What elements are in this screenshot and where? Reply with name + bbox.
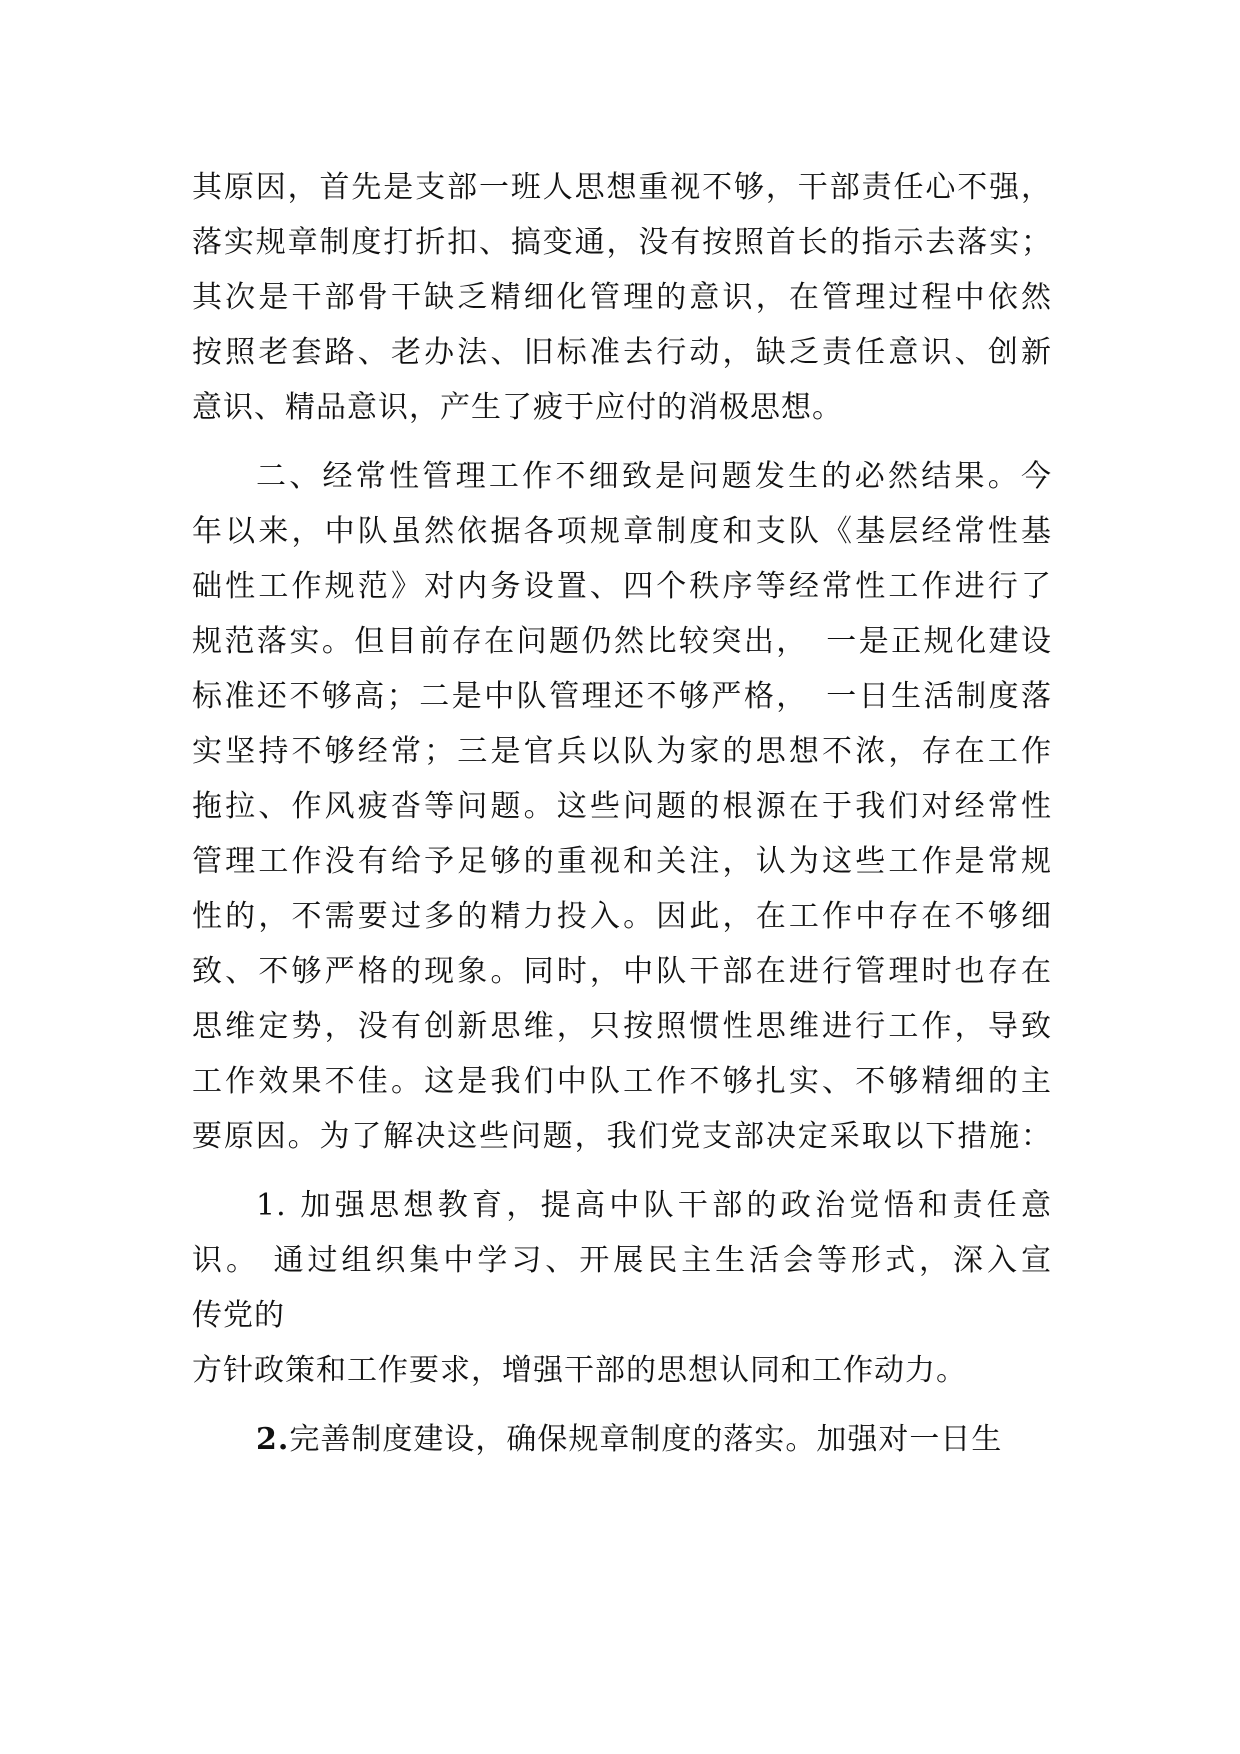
text-line: 管理工作没有给予足够的重视和关注，认为这些工作是常规 (192, 844, 1052, 879)
text-line: 年以来，中队虽然依据各项规章制度和支队《基层经常性基 (192, 514, 1052, 549)
text-line: 工作效果不佳。这是我们中队工作不够扎实、不够精细的主 (192, 1064, 1052, 1099)
text-line: 规范落实。但目前存在问题仍然比较突出， 一是正规化建设 (192, 624, 1052, 659)
text-line: 性的，不需要过多的精力投入。因此，在工作中存在不够细 (192, 899, 1052, 934)
text-line: 础性工作规范》对内务设置、四个秩序等经常性工作进行了 (192, 569, 1052, 604)
text-line: 思维定势，没有创新思维，只按照惯性思维进行工作，导致 (192, 1009, 1052, 1044)
text-line: 1. 加强思想教育，提高中队干部的政治觉悟和责任意 (256, 1188, 1052, 1223)
text-line (192, 1412, 1052, 1467)
text-line: 标准还不够高；二是中队管理还不够严格， 一日生活制度落 (192, 679, 1052, 714)
list-text: 完善制度建设，确保规章制度的落实。加强对一日生 (289, 1422, 1003, 1457)
text-line: 落实规章制度打折扣、搞变通，没有按照首长的指示去落实； (192, 225, 1052, 260)
paragraph-cause-analysis (192, 160, 1052, 435)
text-line: 识。 通过组织集中学习、开展民主生活会等形式，深入宣 (192, 1243, 1052, 1278)
text-line: 其次是干部骨干缺乏精细化管理的意识，在管理过程中依然 (192, 280, 1052, 315)
text-line: 其原因，首先是支部一班人思想重视不够，干部责任心不强， (192, 170, 1052, 205)
paragraph-section-two (192, 449, 1052, 1164)
text-line: 要原因。为了解决这些问题，我们党支部决定采取以下措施： (192, 1119, 1052, 1154)
text-line: 拖拉、作风疲沓等问题。这些问题的根源在于我们对经常性 (192, 789, 1052, 824)
text-line: 实坚持不够经常；三是官兵以队为家的思想不浓，存在工作 (192, 734, 1052, 769)
document-body (192, 160, 1052, 1467)
text-line: 意识、精品意识，产生了疲于应付的消极思想。 (192, 390, 843, 425)
text-line: 方针政策和工作要求，增强干部的思想认同和工作动力。 (192, 1353, 967, 1388)
list-number: 2. (256, 1422, 290, 1457)
paragraph-measure-two (192, 1412, 1052, 1467)
text-line: 致、不够严格的现象。同时，中队干部在进行管理时也存在 (192, 954, 1052, 989)
text-line: 按照老套路、老办法、旧标准去行动，缺乏责任意识、创新 (192, 335, 1052, 370)
text-line: 传党的 (192, 1298, 285, 1333)
text-line: 二、经常性管理工作不细致是问题发生的必然结果。今 (256, 459, 1052, 494)
paragraph-measure-one (192, 1178, 1052, 1398)
